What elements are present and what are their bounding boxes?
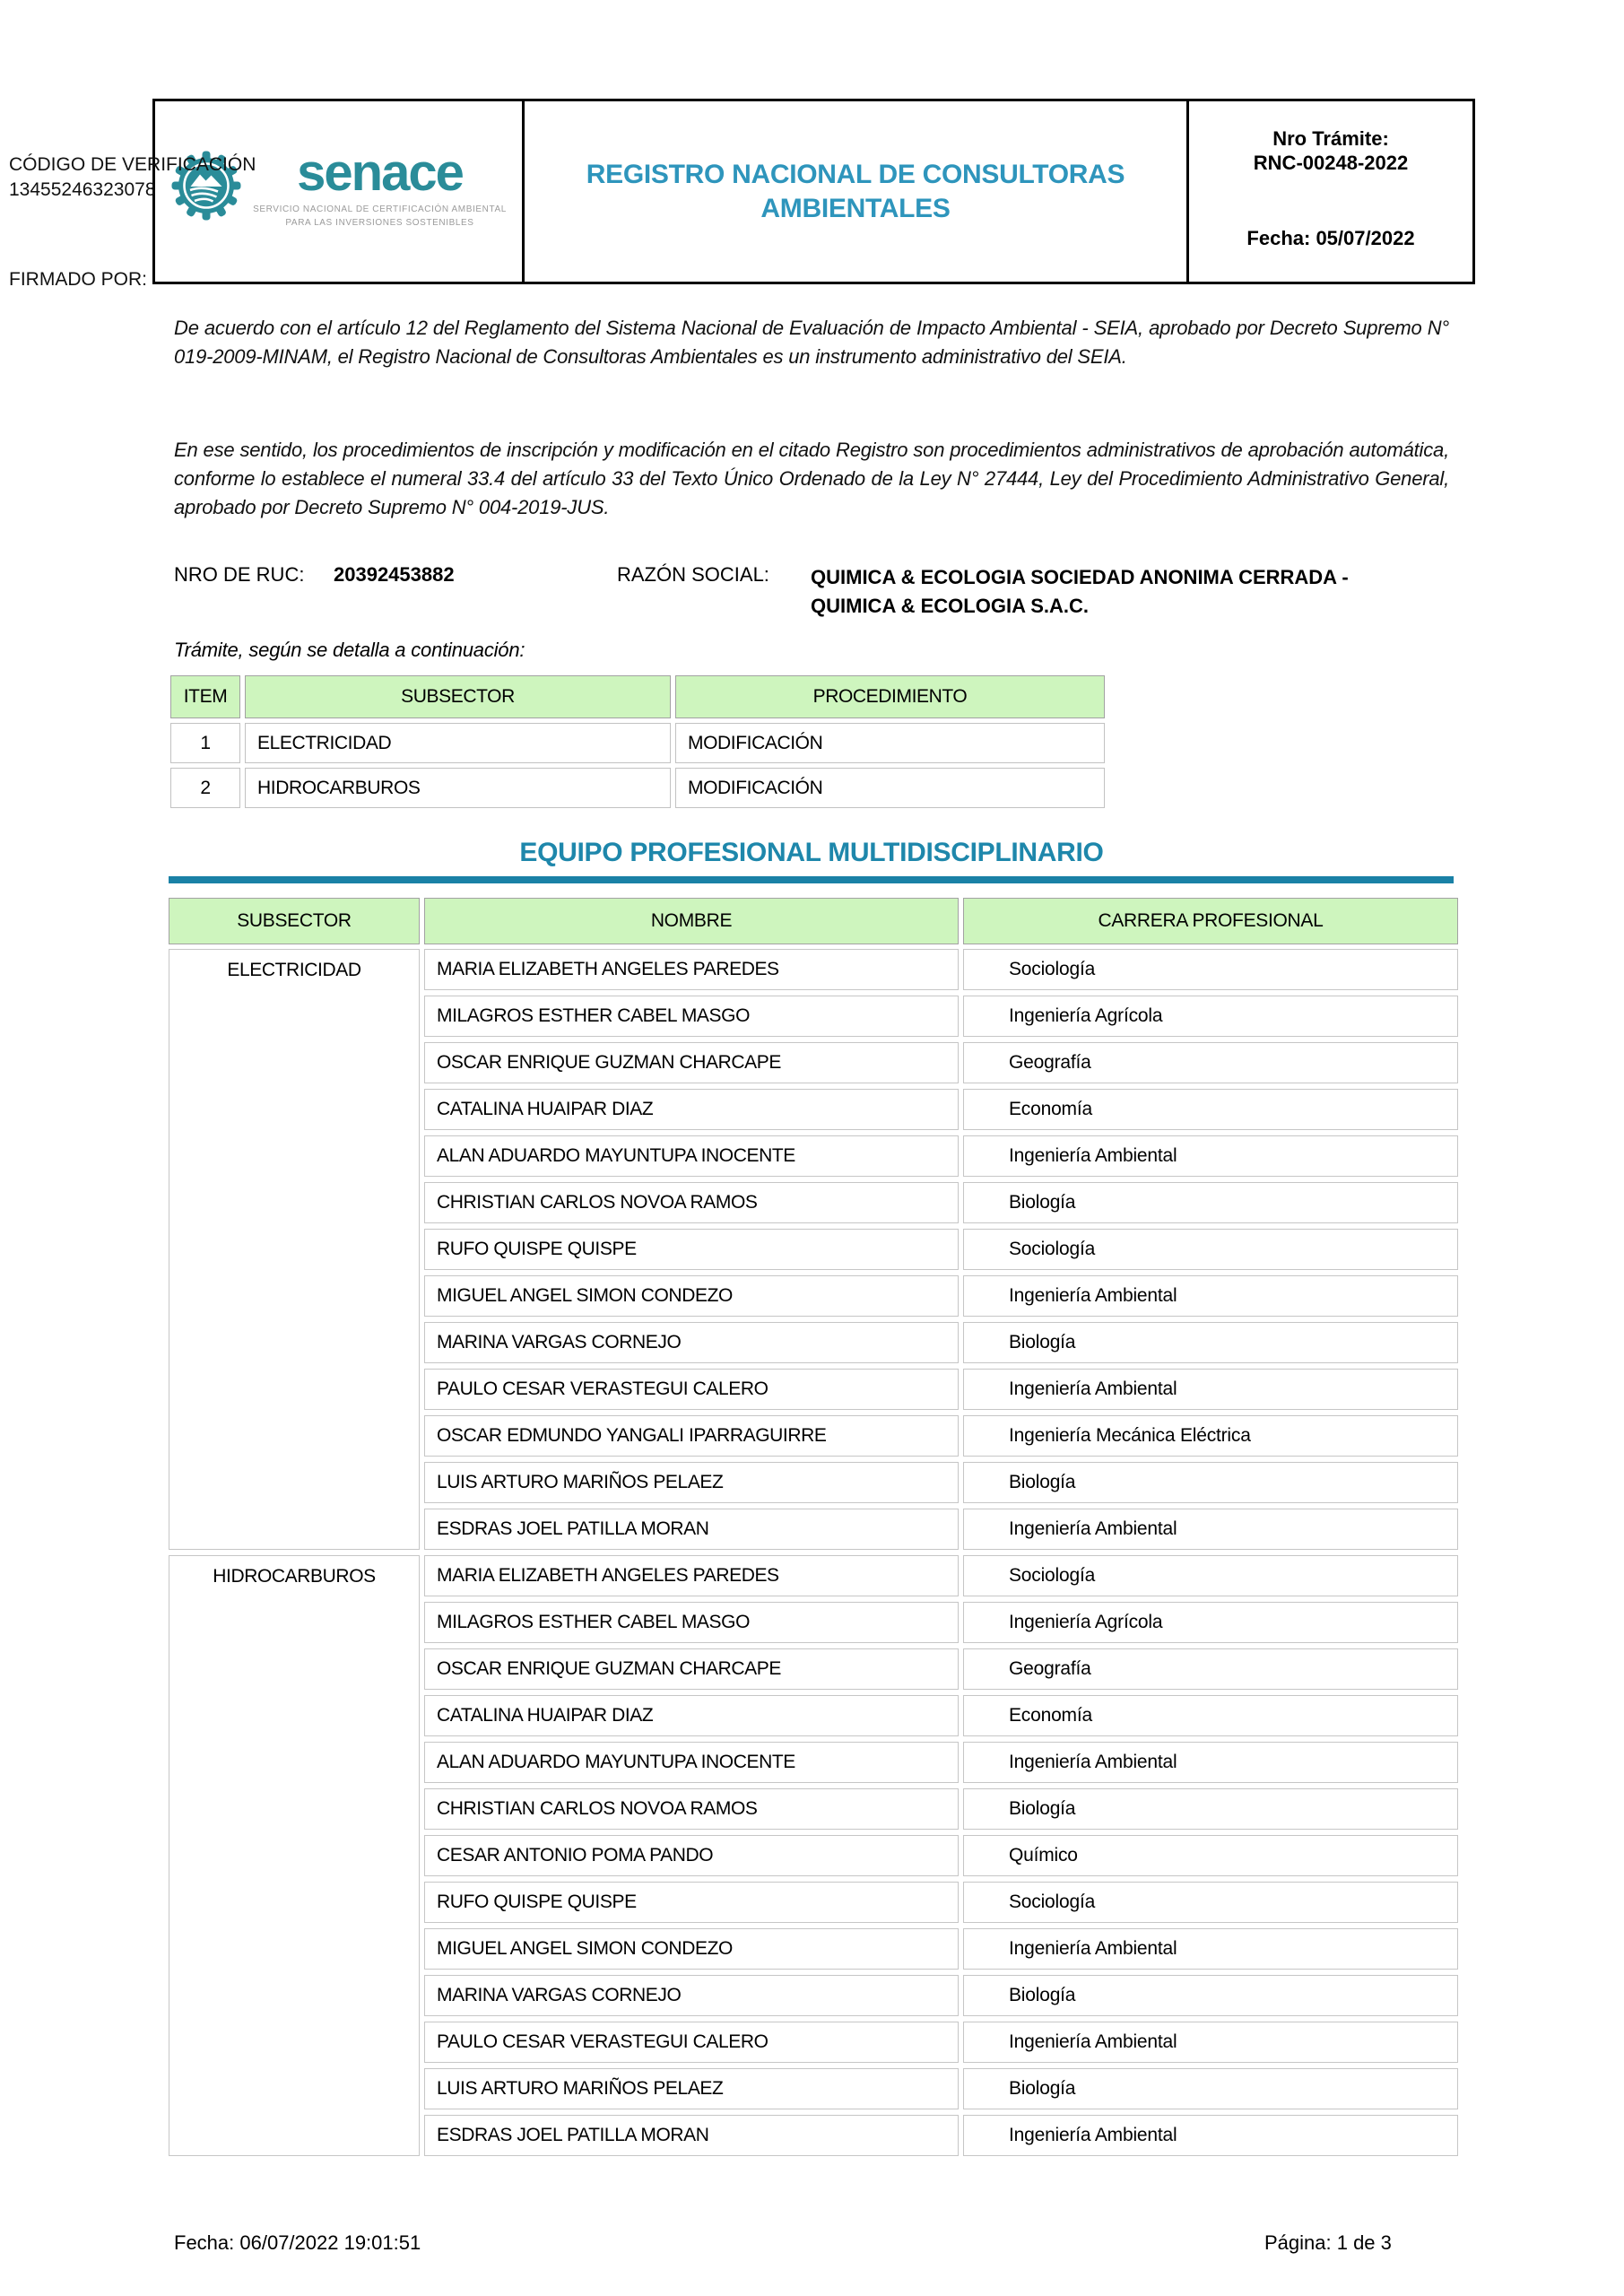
member-career: Ingeniería Agrícola	[963, 996, 1458, 1037]
procedure-row	[170, 768, 1105, 808]
member-name: MILAGROS ESTHER CABEL MASGO	[424, 996, 959, 1037]
procedures-table-body	[170, 723, 1105, 808]
subsector-cell	[169, 1555, 420, 2156]
member-name: RUFO QUISPE QUISPE	[424, 1882, 959, 1923]
ruc-row	[174, 563, 1449, 635]
title-cell	[525, 101, 1189, 282]
member-name: LUIS ARTURO MARIÑOS PELAEZ	[424, 2068, 959, 2109]
verification-code-block	[9, 152, 256, 203]
procedures-table	[170, 675, 1105, 808]
member-name: OSCAR EDMUNDO YANGALI IPARRAGUIRRE	[424, 1415, 959, 1457]
tramite-date: Fecha: 05/07/2022	[1246, 227, 1415, 249]
document-title: REGISTRO NACIONAL DE CONSULTORAS AMBIENTALES	[586, 159, 1125, 223]
member-career: Sociología	[963, 1882, 1458, 1923]
member-career: Biología	[963, 1322, 1458, 1363]
tramite-number: RNC-00248-2022	[1253, 152, 1409, 174]
member-career: Sociología	[963, 1229, 1458, 1270]
member-career: Ingeniería Agrícola	[963, 1602, 1458, 1643]
member-career: Ingeniería Ambiental	[963, 1275, 1458, 1317]
procedure-cell: 1	[170, 723, 240, 763]
procedure-cell: ELECTRICIDAD	[245, 723, 671, 763]
senace-tagline-line2: PARA LAS INVERSIONES SOSTENIBLES	[285, 217, 474, 228]
team-group	[169, 1555, 1458, 2156]
team-member-row	[424, 1695, 1458, 1736]
team-member-row	[424, 1555, 1458, 1596]
logo-text	[253, 143, 507, 230]
member-career: Ingeniería Mecánica Eléctrica	[963, 1415, 1458, 1457]
member-name: MARIA ELIZABETH ANGELES PAREDES	[424, 949, 959, 990]
senace-wordmark: senace	[297, 143, 463, 202]
subsector-label: ELECTRICIDAD	[227, 960, 361, 980]
subsector-cell	[169, 949, 420, 1550]
member-career: Ingeniería Ambiental	[963, 2022, 1458, 2063]
document-header	[152, 99, 1475, 284]
procedure-cell: MODIFICACIÓN	[675, 723, 1105, 763]
team-table-body	[169, 949, 1458, 2156]
team-member-row	[424, 1182, 1458, 1223]
member-name: PAULO CESAR VERASTEGUI CALERO	[424, 1369, 959, 1410]
member-career: Biología	[963, 1182, 1458, 1223]
member-name: LUIS ARTURO MARIÑOS PELAEZ	[424, 1462, 959, 1503]
ruc-value: 20392453882	[334, 563, 455, 586]
procedure-cell: 2	[170, 768, 240, 808]
member-name: CHRISTIAN CARLOS NOVOA RAMOS	[424, 1182, 959, 1223]
member-career: Sociología	[963, 1555, 1458, 1596]
member-name: MARIA ELIZABETH ANGELES PAREDES	[424, 1555, 959, 1596]
member-career: Ingeniería Ambiental	[963, 1369, 1458, 1410]
team-section-title: EQUIPO PROFESIONAL MULTIDISCIPLINARIO	[519, 838, 1104, 867]
ruc-label: NRO DE RUC:	[174, 563, 305, 586]
column-header-procedimiento: PROCEDIMIENTO	[675, 675, 1105, 718]
member-name: CESAR ANTONIO POMA PANDO	[424, 1835, 959, 1876]
member-name: OSCAR ENRIQUE GUZMAN CHARCAPE	[424, 1042, 959, 1083]
member-career: Sociología	[963, 949, 1458, 990]
member-career: Ingeniería Ambiental	[963, 1509, 1458, 1550]
subsector-label: HIDROCARBUROS	[213, 1566, 376, 1587]
footer-date: Fecha: 06/07/2022 19:01:51	[174, 2231, 421, 2254]
member-name: MIGUEL ANGEL SIMON CONDEZO	[424, 1928, 959, 1970]
column-header-nombre: NOMBRE	[424, 898, 959, 944]
verification-code-label: CÓDIGO DE VERIFICACIÓN	[9, 154, 256, 175]
member-career: Geografía	[963, 1042, 1458, 1083]
team-member-row	[424, 1602, 1458, 1643]
team-member-row	[424, 2068, 1458, 2109]
team-member-row	[424, 1229, 1458, 1270]
member-name: MARINA VARGAS CORNEJO	[424, 1975, 959, 2016]
team-member-row	[424, 2022, 1458, 2063]
team-member-row	[424, 1975, 1458, 2016]
column-header-subsector: SUBSECTOR	[169, 898, 420, 944]
member-career: Economía	[963, 1089, 1458, 1130]
member-career: Ingeniería Ambiental	[963, 2115, 1458, 2156]
team-member-row	[424, 1369, 1458, 1410]
member-career: Biología	[963, 1462, 1458, 1503]
member-name: ESDRAS JOEL PATILLA MORAN	[424, 1509, 959, 1550]
procedures-table-header	[170, 675, 1105, 718]
footer-page-number: Página: 1 de 3	[1264, 2231, 1392, 2254]
member-career: Ingeniería Ambiental	[963, 1742, 1458, 1783]
member-career: Economía	[963, 1695, 1458, 1736]
member-career: Ingeniería Ambiental	[963, 1928, 1458, 1970]
section-divider-rule	[169, 876, 1454, 883]
team-member-row	[424, 996, 1458, 1037]
member-name: MILAGROS ESTHER CABEL MASGO	[424, 1602, 959, 1643]
column-header-carrera: CARRERA PROFESIONAL	[963, 898, 1458, 944]
member-name: CATALINA HUAIPAR DIAZ	[424, 1089, 959, 1130]
team-member-row	[424, 1135, 1458, 1177]
team-member-row	[424, 1089, 1458, 1130]
team-member-row	[424, 1788, 1458, 1830]
team-member-row	[424, 1928, 1458, 1970]
team-member-row	[424, 1415, 1458, 1457]
team-table-header	[169, 898, 1458, 944]
member-rows	[424, 1555, 1458, 2156]
procedure-cell: HIDROCARBUROS	[245, 768, 671, 808]
member-name: MIGUEL ANGEL SIMON CONDEZO	[424, 1275, 959, 1317]
member-career: Biología	[963, 1788, 1458, 1830]
member-career: Biología	[963, 1975, 1458, 2016]
senace-tagline-line1: SERVICIO NACIONAL DE CERTIFICACIÓN AMBIENTAL	[253, 204, 507, 214]
team-member-row	[424, 949, 1458, 990]
member-name: RUFO QUISPE QUISPE	[424, 1229, 959, 1270]
team-member-row	[424, 1509, 1458, 1550]
member-name: CATALINA HUAIPAR DIAZ	[424, 1695, 959, 1736]
verification-code-value: 13455246323078	[9, 179, 156, 200]
member-career: Químico	[963, 1835, 1458, 1876]
member-name: OSCAR ENRIQUE GUZMAN CHARCAPE	[424, 1648, 959, 1690]
team-group	[169, 949, 1458, 1550]
member-name: PAULO CESAR VERASTEGUI CALERO	[424, 2022, 959, 2063]
team-member-row	[424, 1882, 1458, 1923]
member-name: ALAN ADUARDO MAYUNTUPA INOCENTE	[424, 1742, 959, 1783]
razon-social-label: RAZÓN SOCIAL:	[617, 563, 769, 586]
member-career: Ingeniería Ambiental	[963, 1135, 1458, 1177]
column-header-item: ITEM	[170, 675, 240, 718]
tramite-note: Trámite, según se detalla a continuación:	[174, 639, 525, 661]
member-name: CHRISTIAN CARLOS NOVOA RAMOS	[424, 1788, 959, 1830]
senace-tagline	[253, 203, 507, 230]
team-member-row	[424, 1835, 1458, 1876]
column-header-subsector: SUBSECTOR	[245, 675, 671, 718]
procedure-row	[170, 723, 1105, 763]
team-member-row	[424, 1462, 1458, 1503]
tramite-cell	[1189, 101, 1472, 282]
intro-paragraph-1: De acuerdo con el artículo 12 del Reglamento del Sistema Nacional de Evaluación de Impacto Ambiental - SEIA, aprobado por Decreto Supremo N° 019-2009-MINAM, el Registro Nacional de Consultoras Ambientales es un instrumento administrativo del SEIA.	[174, 317, 1449, 368]
member-name: ESDRAS JOEL PATILLA MORAN	[424, 2115, 959, 2156]
team-member-row	[424, 1042, 1458, 1083]
member-career: Biología	[963, 2068, 1458, 2109]
team-member-row	[424, 1275, 1458, 1317]
team-member-row	[424, 1322, 1458, 1363]
member-name: ALAN ADUARDO MAYUNTUPA INOCENTE	[424, 1135, 959, 1177]
team-member-row	[424, 1742, 1458, 1783]
member-rows	[424, 949, 1458, 1550]
team-member-row	[424, 2115, 1458, 2156]
intro-paragraph-2: En ese sentido, los procedimientos de inscripción y modificación en el citado Registro son procedimientos administrativos de aprobación automática, conforme lo establece el numeral 33.4 del artículo 33 del Texto Único Ordenado de la Ley N° 27444, Ley del Procedimiento Administrativo General, aprobado por Decreto Supremo N° 004-2019-JUS.	[174, 439, 1449, 518]
member-name: MARINA VARGAS CORNEJO	[424, 1322, 959, 1363]
member-career: Geografía	[963, 1648, 1458, 1690]
tramite-label: Nro Trámite:	[1272, 127, 1389, 150]
procedure-cell: MODIFICACIÓN	[675, 768, 1105, 808]
signed-by-label: FIRMADO POR:	[9, 269, 148, 290]
razon-social-value: QUIMICA & ECOLOGIA SOCIEDAD ANONIMA CERRADA - QUIMICA & ECOLOGIA S.A.C.	[811, 566, 1349, 617]
team-member-row	[424, 1648, 1458, 1690]
team-table	[169, 898, 1458, 2156]
